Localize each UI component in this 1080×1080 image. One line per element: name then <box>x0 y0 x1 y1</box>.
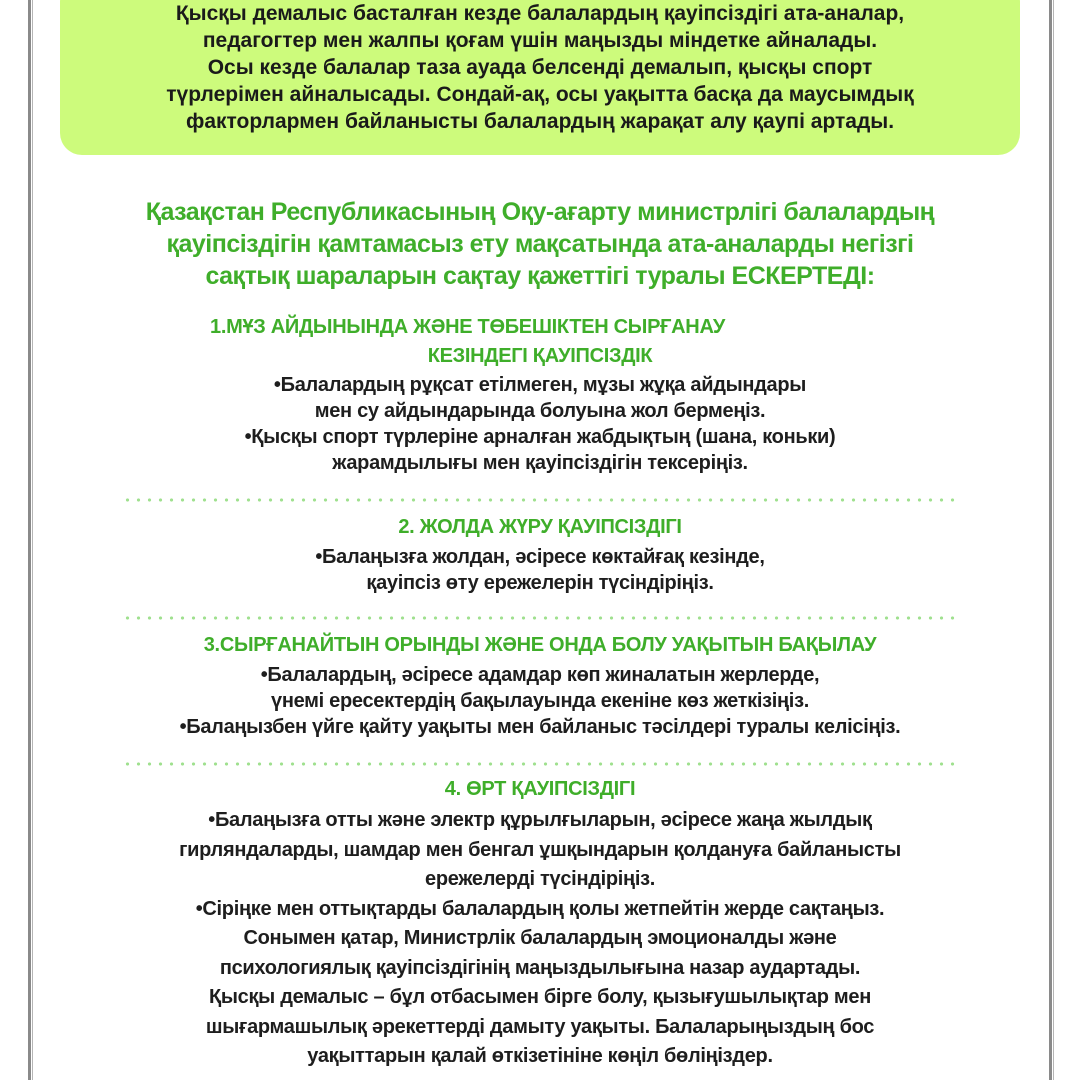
section-title <box>40 314 1040 341</box>
section-body <box>40 544 1040 596</box>
bullet-text: •Сіріңке мен оттықтарды балалардың қолы жетпейтін жерде сақтаңыз. <box>195 897 885 920</box>
closing-text: психологиялық қауіпсіздігінің маңыздылығына назар аудартады. <box>219 956 861 979</box>
section-road-safety <box>40 514 1040 596</box>
closing-text: Сонымен қатар, Министрлік балалардың эмоционалды және <box>243 927 837 949</box>
bullet-text: ережелерді түсіндіріңіз. <box>425 868 655 890</box>
bullet-text: •Балалардың рұқсат етілмеген, мұзы жұқа айдындары <box>273 374 807 396</box>
bullet-text: қауіпсіз өту ережелерін түсіндіріңіз. <box>366 572 714 594</box>
bullet-text: •Балаңызға жолдан, әсіресе көктайғақ кезінде, <box>315 546 765 568</box>
intro-line: факторлармен байланысты балалардың жарақат алу қаупі артады. <box>185 110 895 133</box>
intro-line: түрлерімен айналысады. Сондай-ақ, осы уақытта басқа да маусымдық <box>166 83 914 106</box>
bullet-text: •Қысқы спорт түрлеріне арналған жабдықтың (шана, коньки) <box>244 426 836 448</box>
headline-line: қауіпсіздігін қамтамасыз ету мақсатында ата-аналарды негізгі <box>166 230 914 258</box>
bullet-text: •Балаңызбен үйге қайту уақыты мен байланыс тәсілдері туралы келісіңіз. <box>179 716 901 738</box>
section-body <box>40 662 1040 740</box>
dotted-divider <box>122 616 958 620</box>
headline-line: сақтық шараларын сақтау қажеттігі туралы ЕСКЕРТЕДІ: <box>205 262 875 290</box>
section-title-line: 1.МҰЗ АЙДЫНЫНДА ЖӘНЕ ТӨБЕШІКТЕН СЫРҒАНАУ <box>210 316 725 338</box>
intro-line: Осы кезде балалар таза ауада белсенді демалып, қысқы спорт <box>207 56 873 79</box>
bullet-text: жарамдылығы мен қауіпсіздігін тексеріңіз. <box>332 452 748 474</box>
ministry-warning-headline <box>40 196 1040 292</box>
intro-line: педагогтер мен жалпы қоғам үшін маңызды міндетке айналады. <box>202 29 878 52</box>
bullet-text: гирляндаларды, шамдар мен бенгал ұшқындарын қолдануға байланысты <box>179 838 901 861</box>
section-title <box>40 632 1040 659</box>
section-title <box>40 343 1040 370</box>
intro-line: Қысқы демалыс басталған кезде балалардың қауіпсіздігі ата-аналар, <box>175 2 905 25</box>
section-ice-safety <box>40 314 1040 476</box>
section-body <box>40 806 1040 1072</box>
left-border-line <box>28 0 31 1080</box>
section-body <box>40 372 1040 476</box>
closing-text: Қысқы демалыс – бұл отбасымен бірге болу, қызығушылықтар мен <box>208 986 872 1008</box>
dotted-divider <box>122 498 958 502</box>
section-title <box>40 776 1040 803</box>
intro-callout <box>60 0 1020 155</box>
section-fire-safety <box>40 776 1040 1072</box>
bullet-text: •Балалардың, әсіресе адамдар көп жиналатын жерлерде, <box>260 664 820 686</box>
section-title-line: 4. ӨРТ ҚАУІПСІЗДІГІ <box>444 778 636 800</box>
section-title-line: 2. ЖОЛДА ЖҮРУ ҚАУІПСІЗДІГІ <box>398 516 682 538</box>
bullet-text: •Балаңызға отты және электр құрылғыларын, әсіресе жаңа жылдық <box>208 809 872 831</box>
right-border-line <box>1049 0 1052 1080</box>
section-title <box>40 514 1040 541</box>
headline-line: Қазақстан Республикасының Оқу-ағарту министрлігі балалардың <box>145 198 935 226</box>
section-title-line: 3.СЫРҒАНАЙТЫН ОРЫНДЫ ЖӘНЕ ОНДА БОЛУ УАҚЫТЫН БАҚЫЛАУ <box>203 634 877 656</box>
dotted-divider <box>122 762 958 766</box>
closing-text: шығармашылық әрекеттерді дамыту уақыты. Балаларыңыздың бос <box>205 1015 875 1038</box>
section-title-line: КЕЗІНДЕГІ ҚАУІПСІЗДІК <box>427 345 653 367</box>
bullet-text: үнемі ересектердің бақылауында екеніне көз жеткізіңіз. <box>271 690 809 712</box>
bullet-text: мен су айдындарында болуына жол бермеңіз. <box>314 400 766 422</box>
closing-text: уақыттарын қалай өткізетініне көңіл бөліңіздер. <box>307 1045 773 1067</box>
section-sledding-place-control <box>40 632 1040 740</box>
